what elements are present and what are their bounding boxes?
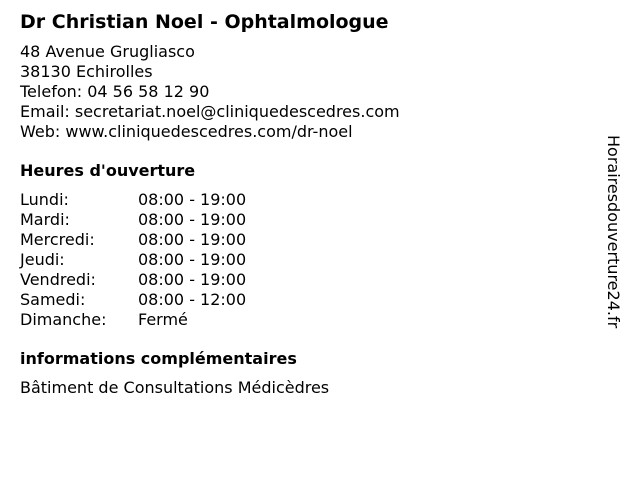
day-label: Mercredi: [20,230,95,249]
day-label: Vendredi: [20,270,96,289]
email-address: Email: secretariat.noel@cliniquedescedres.com [20,102,400,121]
business-card [20,10,600,398]
day-label: Lundi: [20,190,69,209]
website-address: Web: www.cliniquedescedres.com/dr-noel [20,122,353,141]
street-address: 48 Avenue Grugliasco [20,42,195,61]
time-value: 08:00 - 12:00 [138,290,247,309]
day-label: Mardi: [20,210,70,229]
time-value: Fermé [138,310,188,329]
time-value: 08:00 - 19:00 [138,210,247,229]
day-label: Dimanche: [20,310,107,329]
time-value: 08:00 - 19:00 [138,270,247,289]
phone-number: Telefon: 04 56 58 12 90 [20,82,210,101]
hours-row-saturday [20,290,600,310]
hours-row-sunday [20,310,600,330]
hours-row-friday [20,270,600,290]
time-value: 08:00 - 19:00 [138,250,247,269]
hours-heading: Heures d'ouverture [20,161,196,180]
hours-row-monday [20,190,600,210]
day-label: Jeudi: [20,250,65,269]
time-value: 08:00 - 19:00 [138,190,247,209]
hours-row-tuesday [20,210,600,230]
time-value: 08:00 - 19:00 [138,230,247,249]
opening-hours-table [20,190,600,330]
contact-block [20,42,600,142]
city-address: 38130 Echirolles [20,62,153,81]
hours-row-wednesday [20,230,600,250]
hours-row-thursday [20,250,600,270]
page-title: Dr Christian Noel - Ophtalmologue [20,11,389,33]
day-label: Samedi: [20,290,86,309]
site-brand-label: Horairesdouverture24.fr [604,135,623,329]
additional-info-text: Bâtiment de Consultations Médicèdres [20,378,330,397]
additional-info-heading: informations complémentaires [20,349,297,368]
